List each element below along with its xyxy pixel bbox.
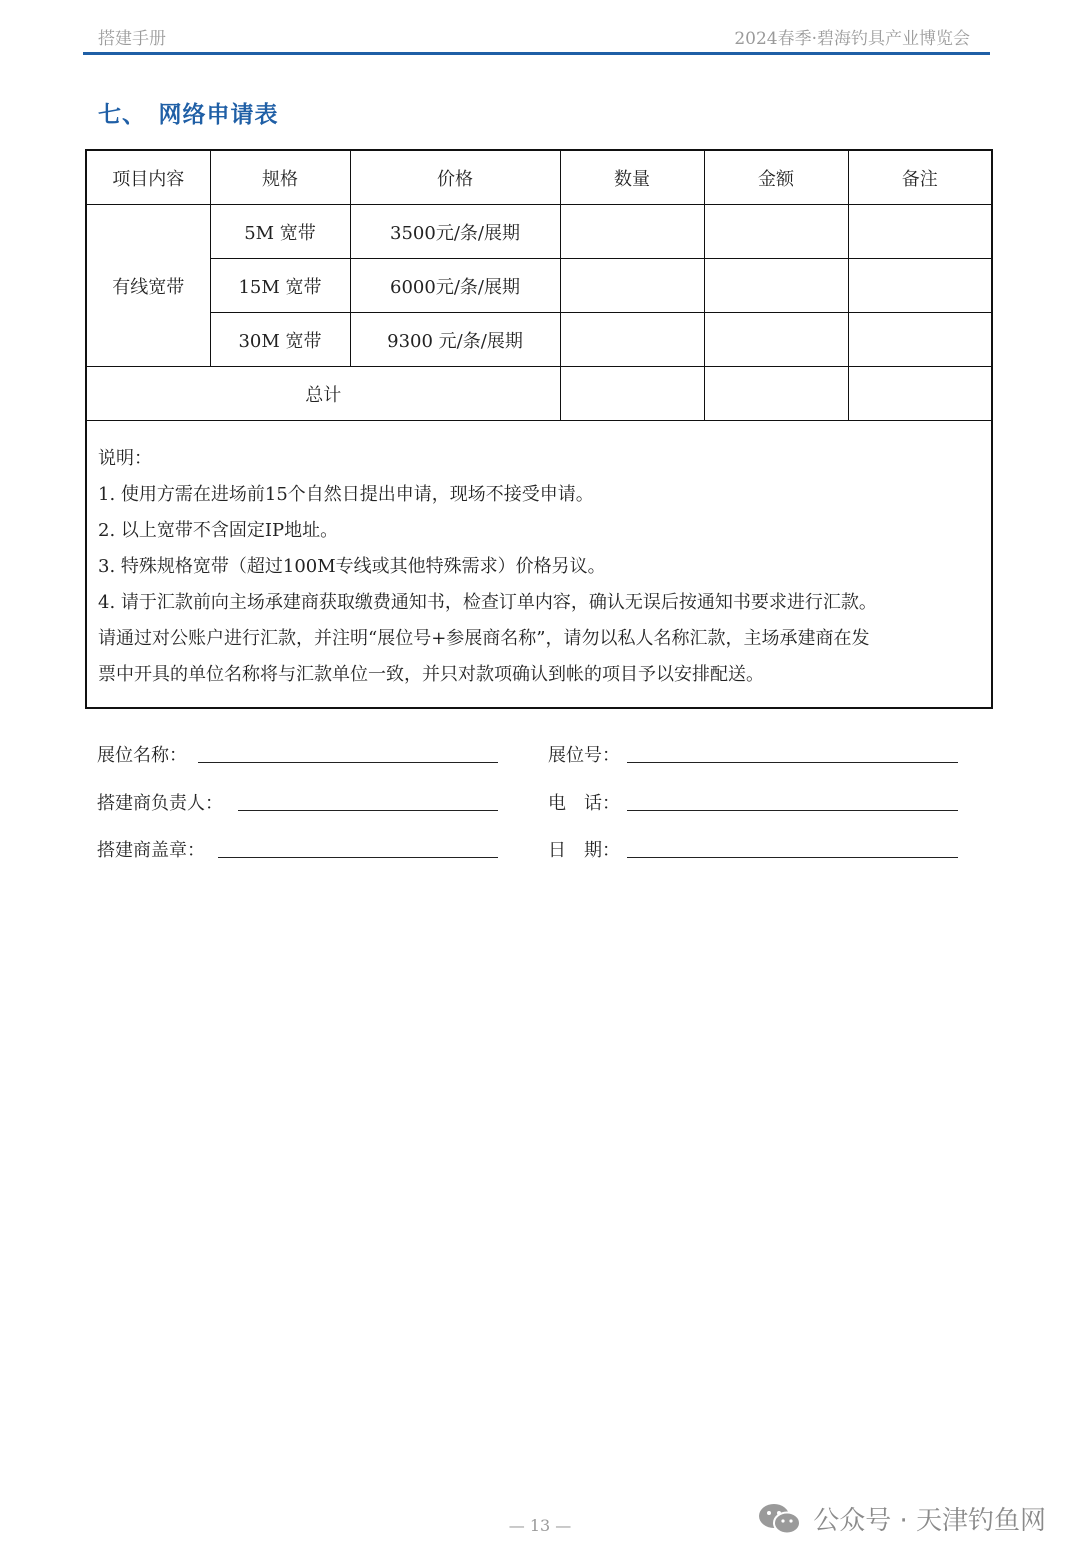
spec-cell: 30M 宽带 <box>210 313 350 367</box>
note-line: 4. 请于汇款前向主场承建商获取缴费通知书，检查订单内容，确认无误后按通知书要求进行汇款。 <box>98 592 877 613</box>
note-line: 2. 以上宽带不含固定IP地址。 <box>98 520 339 541</box>
table-row <box>86 313 992 367</box>
booth-no-label: 展位号： <box>548 745 620 766</box>
quantity-cell[interactable] <box>560 313 704 367</box>
wechat-icon <box>757 1502 803 1536</box>
total-quantity-cell[interactable] <box>560 367 704 421</box>
network-application-table <box>85 149 993 709</box>
header-left: 搭建手册 <box>98 29 166 49</box>
total-amount-cell[interactable] <box>704 367 848 421</box>
table-row <box>86 259 992 313</box>
quantity-cell[interactable] <box>560 205 704 259</box>
phone-label: 电 话： <box>548 793 620 814</box>
header-remark: 备注 <box>848 150 992 205</box>
header-price: 价格 <box>350 150 560 205</box>
note-line: 请通过对公账户进行汇款，并注明“展位号+参展商名称”，请勿以私人名称汇款，主场承建商在发 <box>98 628 870 649</box>
amount-cell[interactable] <box>704 205 848 259</box>
watermark <box>757 1500 1046 1537</box>
notes-title: 说明： <box>98 448 152 469</box>
amount-cell[interactable] <box>704 313 848 367</box>
header-item: 项目内容 <box>86 150 210 205</box>
amount-cell[interactable] <box>704 259 848 313</box>
table-header-row <box>86 150 992 205</box>
header-spec: 规格 <box>210 150 350 205</box>
watermark-text: 公众号 · 天津钓鱼网 <box>813 1506 1046 1536</box>
total-row <box>86 367 992 421</box>
price-cell: 9300 元/条/展期 <box>350 313 560 367</box>
note-line: 票中开具的单位名称将与汇款单位一致，并只对款项确认到帐的项目予以安排配送。 <box>98 664 764 685</box>
spec-cell: 15M 宽带 <box>210 259 350 313</box>
seal-label: 搭建商盖章： <box>97 840 205 861</box>
remark-cell[interactable] <box>848 259 992 313</box>
contractor-contact-label: 搭建商负责人： <box>97 793 223 814</box>
note-line: 3. 特殊规格宽带（超过100M专线或其他特殊需求）价格另议。 <box>98 556 606 577</box>
date-label: 日 期： <box>548 840 620 861</box>
booth-name-label: 展位名称： <box>97 745 187 766</box>
spec-cell: 5M 宽带 <box>210 205 350 259</box>
section-title: 七、 网络申请表 <box>98 102 279 128</box>
header-right: 2024春季·碧海钓具产业博览会 <box>734 29 970 49</box>
total-label: 总计 <box>86 367 560 421</box>
notes-cell <box>86 421 992 709</box>
price-cell: 3500元/条/展期 <box>350 205 560 259</box>
remark-cell[interactable] <box>848 313 992 367</box>
group-label: 有线宽带 <box>86 205 210 367</box>
quantity-cell[interactable] <box>560 259 704 313</box>
notes-row <box>86 421 992 709</box>
note-line: 1. 使用方需在进场前15个自然日提出申请，现场不接受申请。 <box>98 484 594 505</box>
header-rule <box>83 52 990 55</box>
header-amount: 金额 <box>704 150 848 205</box>
price-cell: 6000元/条/展期 <box>350 259 560 313</box>
header-quantity: 数量 <box>560 150 704 205</box>
total-remark-cell[interactable] <box>848 367 992 421</box>
table-row <box>86 205 992 259</box>
page-number: — 13 — <box>508 1516 572 1535</box>
remark-cell[interactable] <box>848 205 992 259</box>
